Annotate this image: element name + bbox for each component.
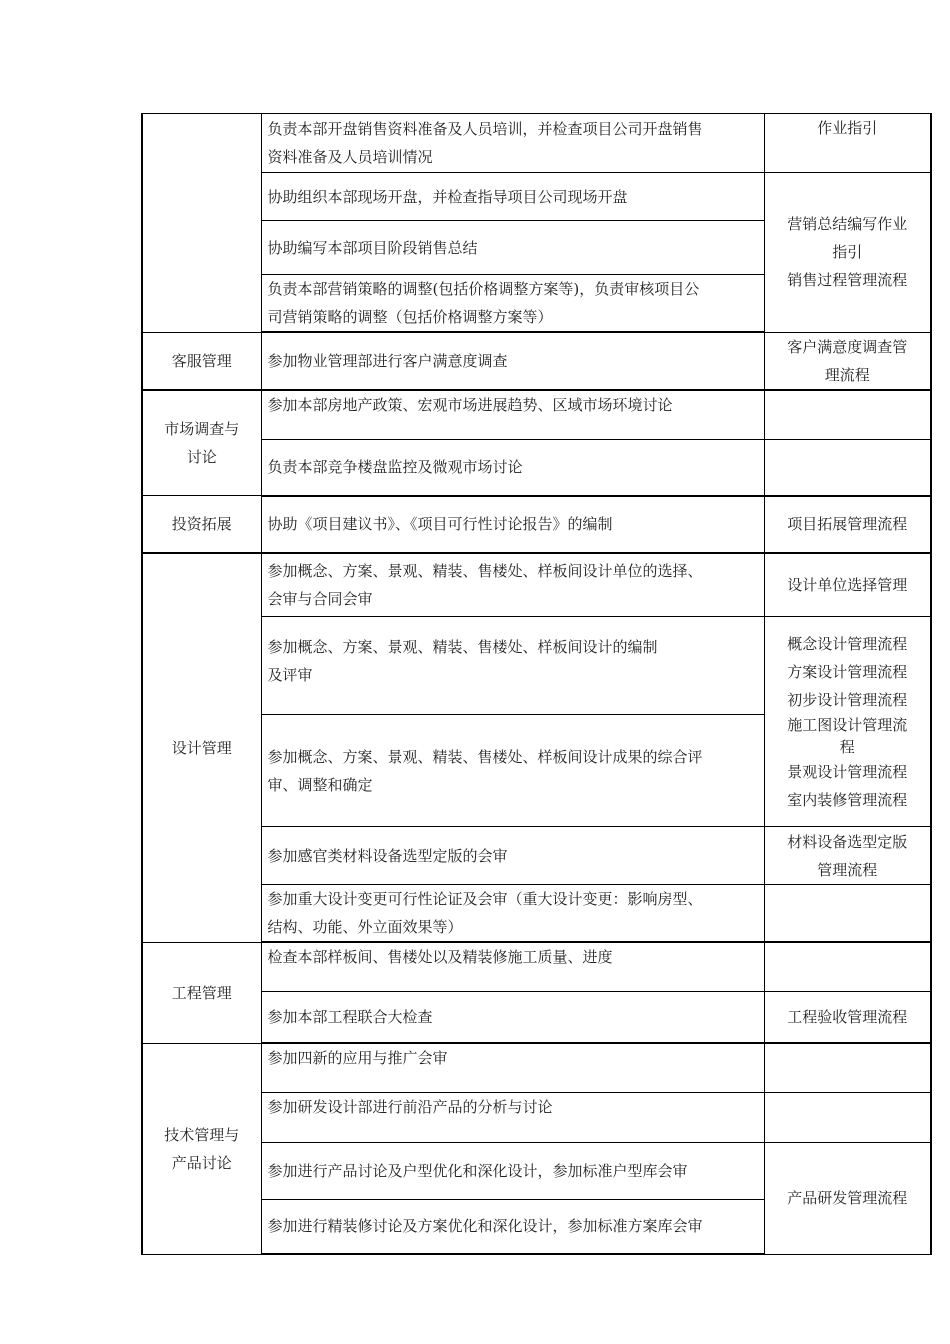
process-cell — [764, 332, 931, 390]
duty-cell — [261, 390, 764, 440]
duty-text-line: 负责本部开盘销售资料准备及人员培训，并检查项目公司开盘销售 — [267, 120, 703, 138]
process-text-line: 方案设计管理流程 — [787, 662, 908, 681]
table-row — [142, 617, 931, 715]
process-cell — [764, 942, 931, 991]
process-cell — [764, 1092, 931, 1142]
process-text-line: 客户满意度调查管 — [787, 337, 908, 356]
table-row — [142, 440, 931, 496]
duty-cell — [261, 1092, 764, 1142]
process-cell — [764, 1043, 931, 1092]
duty-text-line: 审、调整和确定 — [267, 775, 373, 794]
table-row — [142, 942, 931, 991]
duty-cell — [261, 496, 764, 553]
process-text-line: 设计单位选择管理 — [787, 575, 908, 594]
duty-cell — [261, 275, 764, 333]
duty-cell — [261, 942, 764, 991]
process-text-line: 销售过程管理流程 — [787, 271, 908, 290]
category-cell-market-research — [142, 390, 261, 496]
duty-cell — [261, 715, 764, 827]
process-text-line: 项目拓展管理流程 — [787, 515, 908, 533]
category-text-line: 客服管理 — [171, 351, 232, 370]
category-text-line: 工程管理 — [171, 983, 232, 1002]
duty-cell — [261, 221, 764, 275]
category-cell-sales-continued — [142, 114, 261, 333]
category-text-line: 产品讨论 — [171, 1153, 232, 1172]
process-cell — [764, 553, 931, 617]
process-cell — [764, 991, 931, 1043]
duty-text-line: 参加进行产品讨论及户型优化和深化设计，参加标准户型库会审 — [267, 1161, 688, 1180]
process-text-line: 初步设计管理流程 — [787, 690, 908, 709]
duty-text-line: 参加感官类材料设备选型定版的会审 — [267, 846, 508, 865]
table-row — [142, 553, 931, 617]
category-cell-engineering — [142, 942, 261, 1043]
duty-cell — [261, 617, 764, 715]
duty-text-line: 参加本部房地产政策、宏观市场进展趋势、区域市场环境讨论 — [267, 395, 673, 414]
duty-cell — [261, 885, 764, 943]
duty-cell — [261, 553, 764, 617]
process-text-line: 作业指引 — [817, 119, 878, 137]
process-text-line: 工程验收管理流程 — [787, 1007, 908, 1026]
category-text-line: 设计管理 — [171, 738, 232, 757]
duty-text-line: 会审与合同会审 — [267, 589, 373, 608]
table-row — [142, 1142, 931, 1199]
category-text-line: 市场调查与 — [164, 419, 240, 438]
category-text-line: 技术管理与 — [164, 1125, 240, 1144]
process-cell — [764, 827, 931, 885]
duty-text-line: 资料准备及人员培训情况 — [267, 148, 433, 166]
category-cell-technical — [142, 1043, 261, 1254]
process-text-line: 施工图设计管理流 — [787, 715, 908, 734]
process-text-line: 景观设计管理流程 — [787, 762, 908, 781]
table-row — [142, 827, 931, 885]
category-text-line: 讨论 — [186, 447, 217, 466]
process-cell — [764, 440, 931, 496]
process-cell — [764, 496, 931, 553]
process-cell — [764, 114, 931, 173]
process-text-line: 理流程 — [824, 365, 870, 384]
duty-cell — [261, 1199, 764, 1254]
table-row — [142, 885, 931, 943]
process-cell — [764, 885, 931, 943]
process-text-line: 程 — [839, 737, 855, 756]
duty-cell — [261, 173, 764, 221]
duty-text-line: 参加本部工程联合大检查 — [267, 1007, 433, 1026]
table-row — [142, 332, 931, 390]
duty-text-line: 参加四新的应用与推广会审 — [267, 1049, 448, 1067]
duty-cell — [261, 332, 764, 390]
duty-text-line: 及评审 — [267, 666, 313, 684]
process-cell — [764, 173, 931, 333]
process-cell — [764, 390, 931, 440]
duty-text-line: 司营销策略的调整（包括价格调整方案等） — [267, 308, 553, 326]
duty-text-line: 负责本部营销策略的调整(包括价格调整方案等)，负责审核项目公 — [267, 280, 700, 298]
table-row — [142, 1043, 931, 1092]
process-text-line: 室内装修管理流程 — [787, 790, 908, 809]
category-cell-investment — [142, 496, 261, 553]
duty-text-line: 参加概念、方案、景观、精装、售楼处、样板间设计的编制 — [267, 638, 658, 656]
process-text-line: 营销总结编写作业 — [787, 215, 908, 234]
duty-text-line: 协助编写本部项目阶段销售总结 — [267, 238, 478, 257]
duty-cell — [261, 440, 764, 496]
duty-text-line: 参加概念、方案、景观、精装、售楼处、样板间设计成果的综合评 — [267, 747, 703, 766]
table-row — [142, 114, 931, 173]
category-text-line: 投资拓展 — [171, 514, 232, 533]
category-cell-design — [142, 553, 261, 943]
duty-cell — [261, 827, 764, 885]
category-cell-customer-service — [142, 332, 261, 390]
table-row — [142, 991, 931, 1043]
process-text-line: 概念设计管理流程 — [787, 634, 908, 653]
duty-text-line: 结构、功能、外立面效果等） — [267, 918, 463, 936]
duty-text-line: 参加进行精装修讨论及方案优化和深化设计，参加标准方案库会审 — [267, 1217, 703, 1236]
table-row — [142, 496, 931, 553]
table-row — [142, 173, 931, 221]
duty-text-line: 检查本部样板间、售楼处以及精装修施工质量、进度 — [267, 948, 613, 966]
duty-text-line: 负责本部竞争楼盘监控及微观市场讨论 — [267, 458, 523, 477]
table-row — [142, 1092, 931, 1142]
duty-cell — [261, 1142, 764, 1199]
duty-text-line: 参加概念、方案、景观、精装、售楼处、样板间设计单位的选择、 — [267, 561, 703, 580]
duty-text-line: 参加研发设计部进行前沿产品的分析与讨论 — [267, 1097, 553, 1116]
responsibility-table — [141, 113, 932, 1255]
process-cell — [764, 1142, 931, 1254]
process-text-line: 材料设备选型定版 — [787, 832, 908, 851]
process-text-line: 指引 — [832, 243, 863, 262]
duty-text-line: 参加物业管理部进行客户满意度调查 — [267, 351, 508, 370]
process-text-line: 管理流程 — [817, 860, 878, 879]
process-cell — [764, 617, 931, 827]
duty-cell — [261, 991, 764, 1043]
duty-text-line: 协助组织本部现场开盘，并检查指导项目公司现场开盘 — [267, 187, 628, 206]
duty-cell — [261, 114, 764, 173]
process-text-line: 产品研发管理流程 — [787, 1189, 908, 1207]
duty-cell — [261, 1043, 764, 1092]
duty-text-line: 参加重大设计变更可行性论证及会审（重大设计变更：影响房型、 — [267, 890, 703, 908]
table-row — [142, 390, 931, 440]
duty-text-line: 协助《项目建议书》、《项目可行性讨论报告》的编制 — [267, 515, 613, 533]
